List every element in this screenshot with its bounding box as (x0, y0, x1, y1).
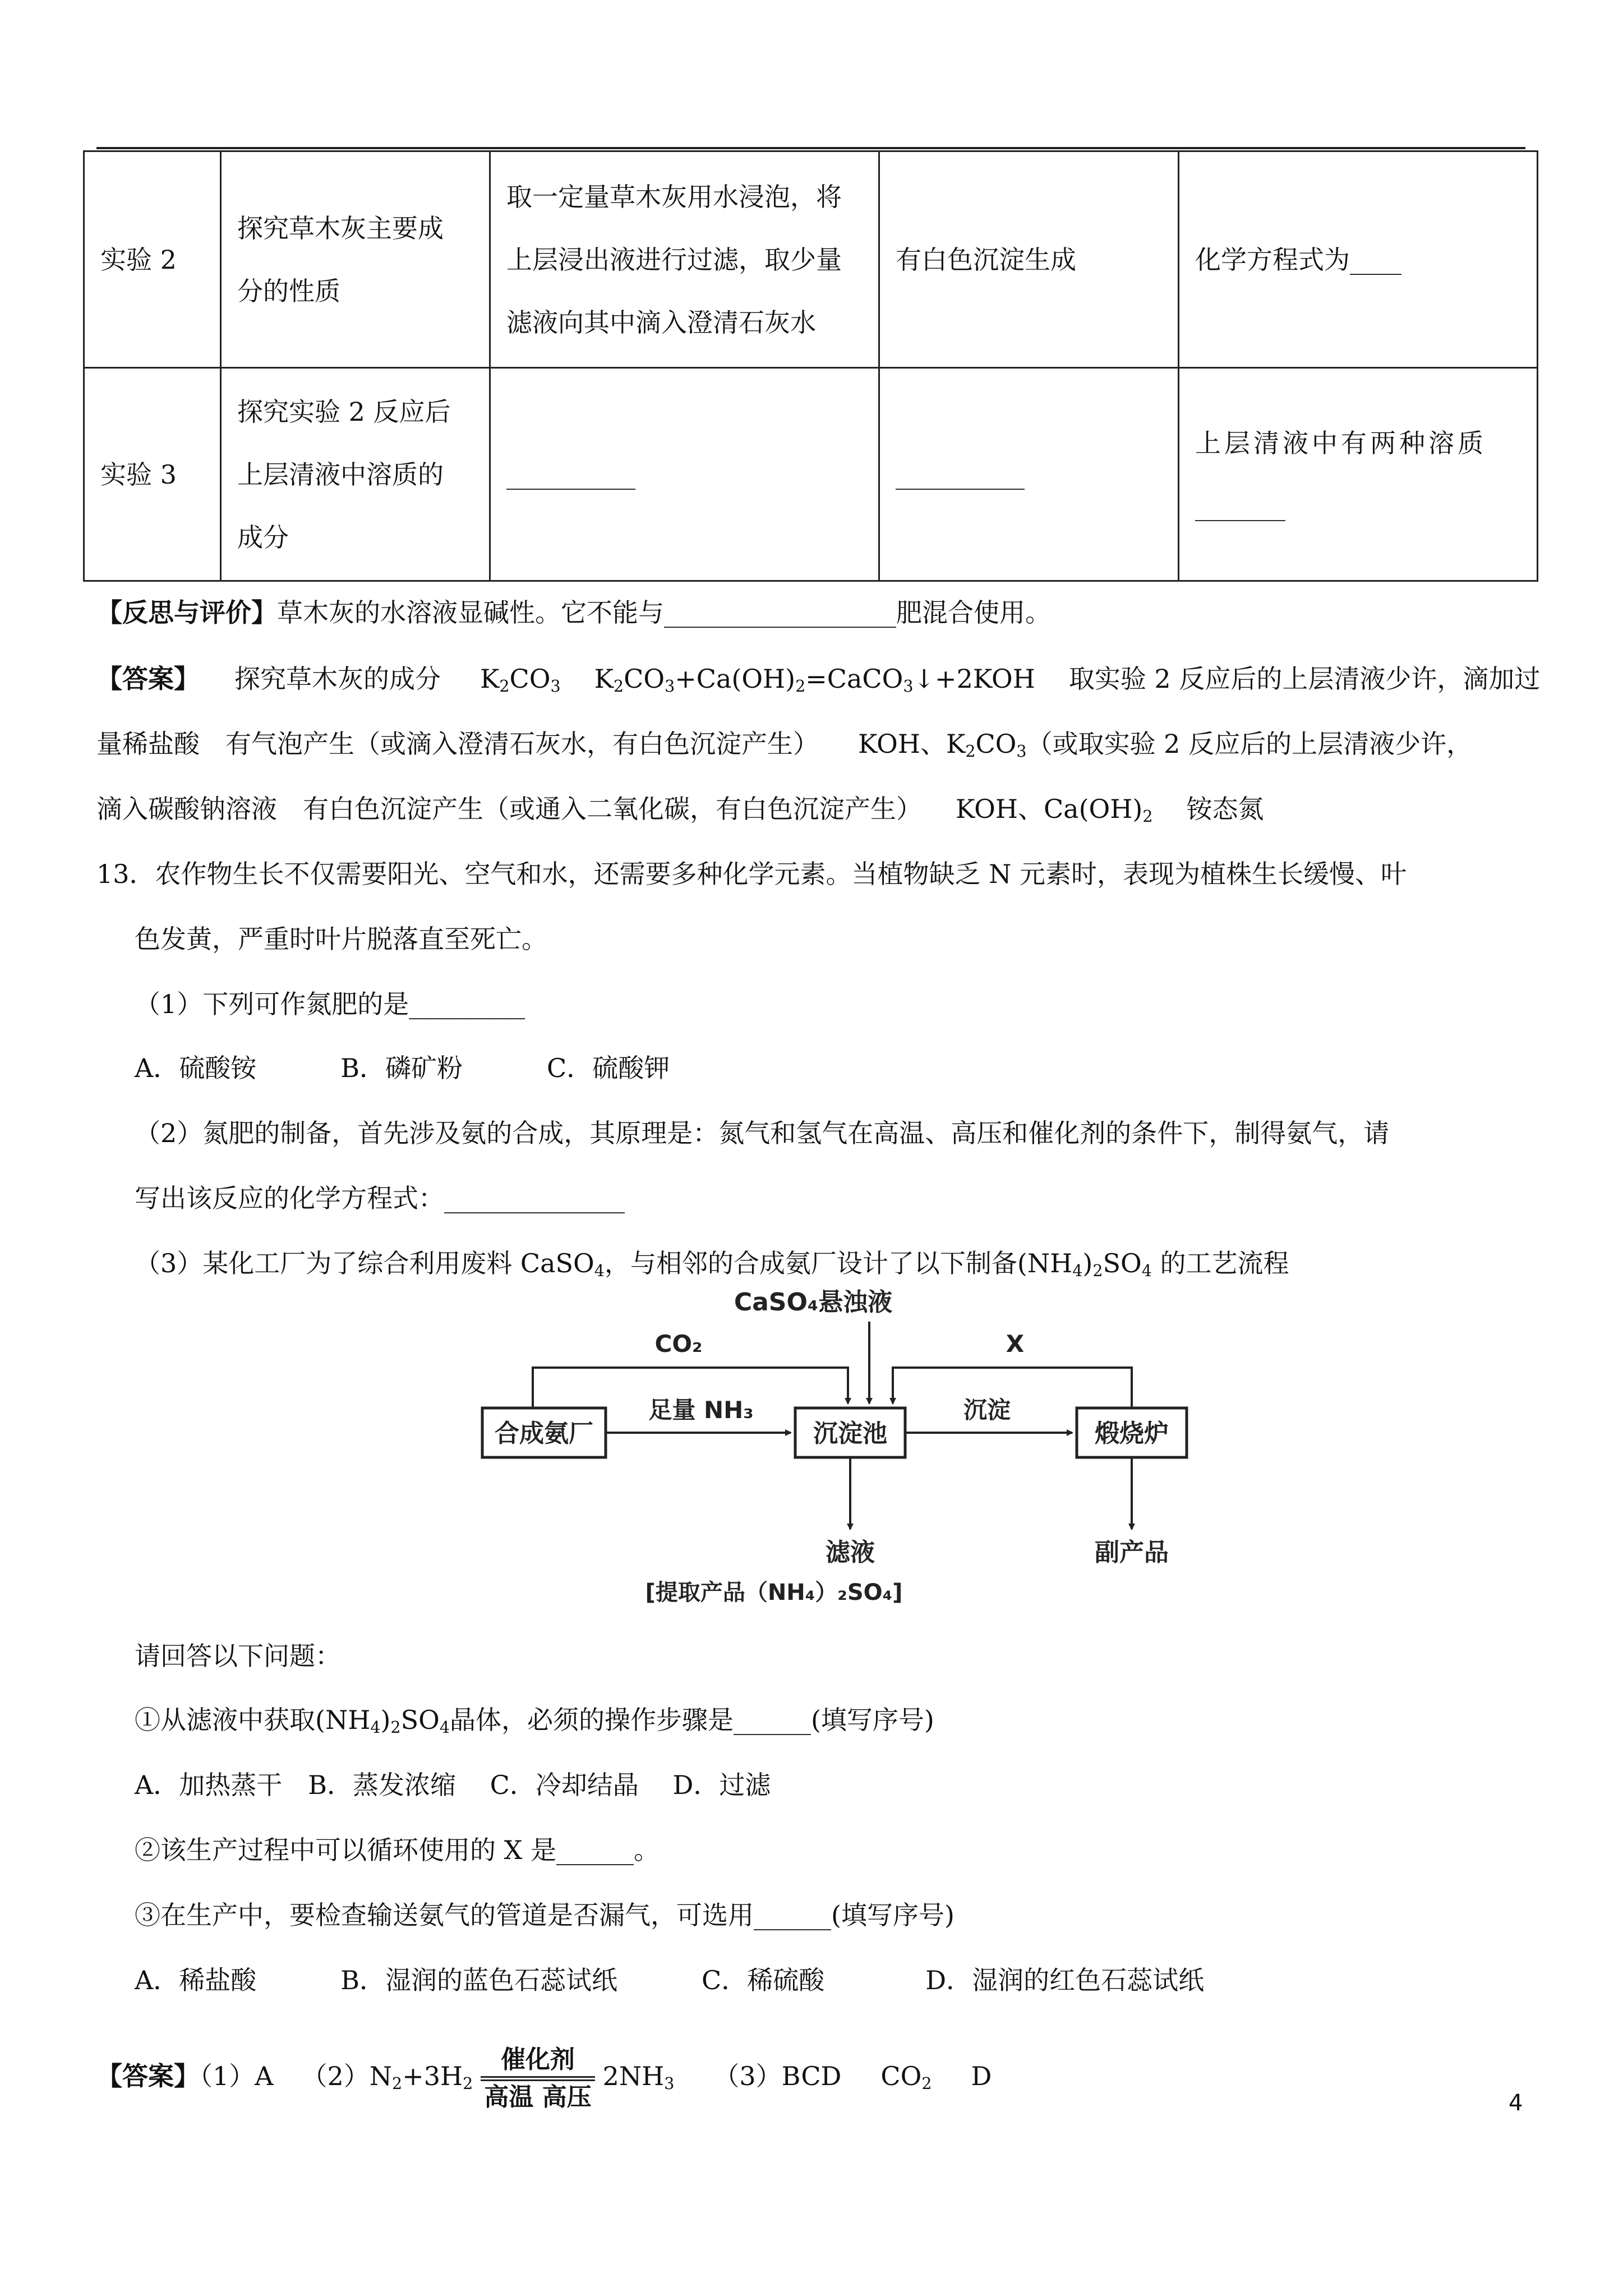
caso4-suspension-label: CaSO₄悬浊液 (734, 1288, 893, 1317)
reflection-line: 【反思与评价】草木灰的水溶液显碱性。它不能与__________________肥混合使用。 (96, 597, 1051, 628)
byproduct-label: 副产品 (1095, 1538, 1169, 1567)
synthesis-ammonia-plant-label: 合成氨厂 (495, 1419, 593, 1448)
conditions-label: 高温 高压 (484, 2082, 592, 2111)
experiment-table (83, 150, 1538, 582)
subquestion-2: ②该生产过程中可以循环使用的 X 是______。 (135, 1835, 660, 1865)
subquestion-3-options (135, 1963, 1204, 1997)
subquestion-3: ③在生产中，要检查输送氨气的管道是否漏气，可选用______(填写序号) (135, 1900, 955, 1930)
purpose-cell: 探究实验 2 反应后 上层清液中溶质的 成分 (221, 368, 490, 581)
reflection-blank: __________________ (664, 597, 896, 628)
subquestion-1: ①从滤液中获取$(NH_4)_2SO_4$晶体，必须的操作步骤是______(填写序号) (135, 1705, 934, 1737)
subquestion-1-options: A．加热蒸干 B．蒸发浓缩 C．冷却结晶 D．过滤 (135, 1770, 771, 1800)
extract-product-label: [提取产品（NH₄）₂SO₄] (645, 1580, 903, 1605)
x-label: X (1006, 1330, 1025, 1358)
row-label: 实验 2 (84, 151, 221, 368)
formula-k2co3: $K_2CO_3$ (480, 664, 561, 696)
reflection-heading: 【反思与评价】 (96, 597, 277, 628)
option-c: C．稀硫酸 (702, 1965, 825, 1995)
option-a: A．稀盐酸 (135, 1965, 257, 1995)
q13-part-1: （1）下列可作氮肥的是_________ (135, 989, 525, 1019)
q13-stem-line-1: 13．农作物生长不仅需要阳光、空气和水，还需要多种化学元素。当植物缺乏 N 元素时，表现为植株生长缓慢、叶 (96, 859, 1407, 889)
answer-line-3: 滴入碳酸钠溶液 有白色沉淀产生（或通入二氧化碳，有白色沉淀产生） KOH、$Ca(OH)_2$ 铵态氮 (96, 794, 1264, 826)
q13-part-2-line-2: 写出该反应的化学方程式：______________ (135, 1183, 625, 1213)
table-row (84, 151, 1538, 368)
formula-koh-caoh2: KOH、$Ca(OH)_2$ (956, 794, 1153, 826)
answer-heading: 【答案】 (96, 664, 200, 694)
process-flow-diagram (471, 1273, 1200, 1621)
co2-label: CO₂ (654, 1330, 703, 1358)
option-b: B．湿润的蓝色石蕊试纸 (340, 1965, 618, 1995)
phenomenon-cell: 有白色沉淀生成 (879, 151, 1179, 368)
table-row (84, 368, 1538, 581)
q13-part-2-line-1: （2）氮肥的制备，首先涉及氨的合成，其原理是：氮气和氢气在高温、高压和催化剂的条件下，制得氨气，请 (135, 1118, 1390, 1148)
equation-k2co3-caoh2: $K_2CO_3+Ca(OH)_2=CaCO_3↓+2KOH$ (594, 664, 1035, 696)
phenomenon-blank-cell: __________ (879, 368, 1179, 581)
option-b: B．磷矿粉 (340, 1053, 463, 1083)
answer-line-2: 量稀盐酸 有气泡产生（或滴入澄清石灰水，有白色沉淀产生） KOH、$K_2CO_3$（或取实验 2 反应后的上层清液少许， (96, 729, 1473, 761)
table-top-rule (96, 147, 1525, 149)
please-answer: 请回答以下问题： (135, 1641, 341, 1671)
calciner-label: 煅烧炉 (1095, 1419, 1169, 1448)
answer-line-1: 【答案】 探究草木灰的成分 $K_2CO_3$ $K_2CO_3+Ca(OH)_2=CaCO_3↓+2KOH$ 取实验 2 反应后的上层清液少许，滴加过 (96, 664, 1541, 696)
answer-heading: 【答案】 (96, 2061, 200, 2091)
formula-koh-k2co3: KOH、$K_2CO_3$ (858, 729, 1027, 761)
conclusion-cell: 化学方程式为____ (1179, 151, 1538, 368)
answer-2-line: 【答案】（1）A $(2)N_2+3H_2$ 催化剂 高温 高压 $2NH_3$ （3）BCD $CO_2$ D (96, 2045, 992, 2111)
q13-part-1-options (135, 1051, 670, 1085)
precipitation-tank-label: 沉淀池 (813, 1419, 887, 1448)
option-d: D．湿润的红色石蕊试纸 (925, 1965, 1205, 1995)
reaction-conditions (481, 2045, 594, 2113)
catalyst-label: 催化剂 (500, 2045, 575, 2074)
x-recycle-arrow (893, 1368, 1132, 1408)
q13-part-3: （3）某化工厂为了综合利用废料 CaSO$_4$，与相邻的合成氨厂设计了以下制备$(NH_4)_2SO_4$ 的工艺流程 (135, 1248, 1289, 1281)
q13-stem-line-2: 色发黄，严重时叶片脱落直至死亡。 (135, 924, 547, 954)
filtrate-label: 滤液 (826, 1538, 875, 1567)
option-c: C．硫酸钾 (547, 1053, 670, 1083)
conclusion-cell: 上层清液中有两种溶质 _______ (1179, 368, 1538, 581)
page-number: 4 (1509, 2090, 1523, 2116)
nh3-label: 足量 NH₃ (648, 1396, 754, 1424)
row-label: 实验 3 (84, 368, 221, 581)
operation-blank-cell: __________ (490, 368, 879, 581)
option-a: A．硫酸铵 (135, 1053, 257, 1083)
purpose-cell: 探究草木灰主要成 分的性质 (221, 151, 490, 368)
precipitate-label: 沉淀 (963, 1396, 1011, 1424)
operation-cell: 取一定量草木灰用水浸泡，将 上层浸出液进行过滤，取少量 滤液向其中滴入澄清石灰水 (490, 151, 879, 368)
